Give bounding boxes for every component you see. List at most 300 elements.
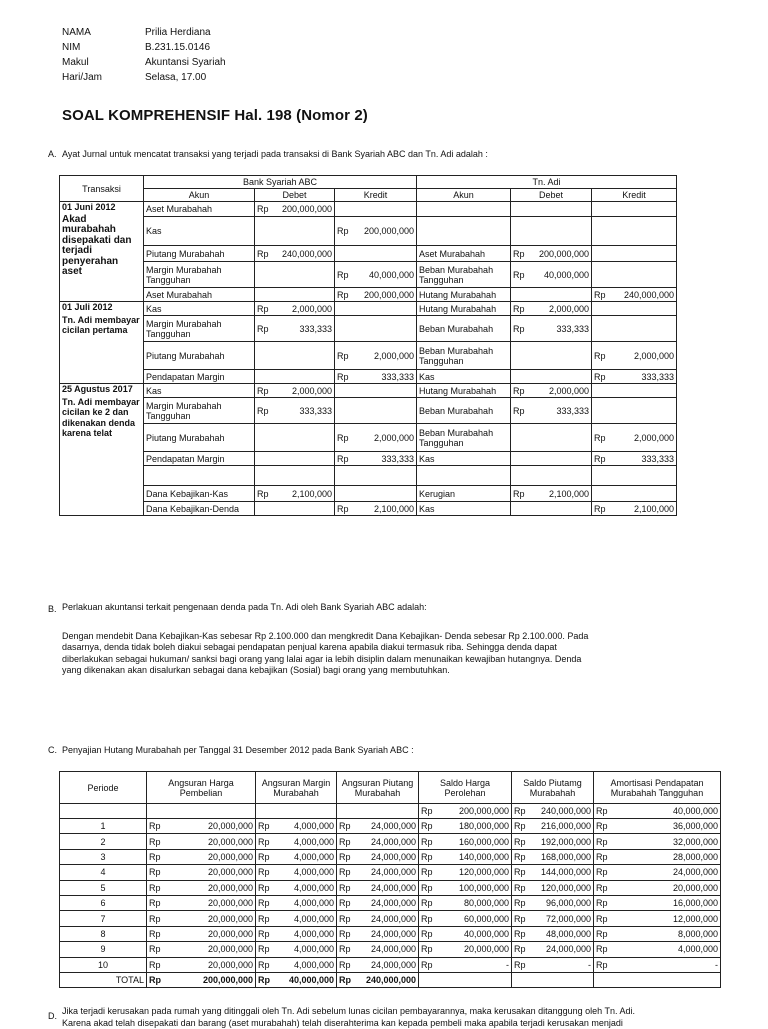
adi-kredit-value: 2,000,000: [633, 432, 675, 443]
periode: 7: [60, 911, 147, 926]
info-label: Hari/Jam: [62, 72, 103, 83]
angsuran-harga-value: 20,000,000: [207, 913, 253, 924]
amortisasi-currency: Rp: [596, 867, 608, 878]
saldo-piutang: [512, 911, 594, 926]
header-debet: Debet: [255, 189, 335, 202]
bank-akun: Dana Kebajikan-Denda: [144, 502, 255, 516]
total-harga: [147, 972, 256, 987]
angsuran-margin-value: 4,000,000: [293, 836, 334, 847]
bank-debet-value: 200,000,000: [281, 204, 332, 214]
empty-cell: [594, 972, 721, 987]
saldo-harga: [419, 880, 512, 895]
angsuran-margin-currency: Rp: [258, 836, 270, 847]
angsuran-margin-currency: Rp: [258, 959, 270, 970]
adi-debet: [511, 398, 592, 424]
bank-akun: Kas: [144, 384, 255, 398]
adi-debet: [511, 262, 592, 288]
saldo-harga: [419, 865, 512, 880]
adi-debet-currency: Rp: [513, 405, 525, 416]
bank-kredit: [335, 342, 417, 370]
adi-kredit-value: 333,333: [641, 453, 675, 464]
bank-debet-value: 2,100,000: [291, 488, 332, 499]
amortisasi-value: 12,000,000: [672, 913, 718, 924]
adi-debet-value: 2,000,000: [548, 385, 590, 396]
bank-debet-value: 333,333: [299, 323, 332, 334]
adi-debet-currency: Rp: [513, 248, 525, 259]
section-b-text: Perlakuan akuntansi terkait pengenaan denda pada Tn. Adi oleh Bank Syariah ABC adalah:: [62, 602, 427, 612]
amortisasi: [594, 957, 721, 972]
angsuran-harga: [147, 895, 256, 910]
angsuran-piutang-currency: Rp: [339, 882, 351, 893]
saldo-piutang-value: 120,000,000: [540, 882, 591, 893]
journal-row: [60, 316, 677, 342]
saldo-piutang-currency: Rp: [514, 944, 526, 955]
adi-debet-currency: Rp: [513, 385, 525, 396]
adi-debet: [511, 502, 592, 516]
saldo-harga-value: 180,000,000: [458, 821, 509, 832]
angsuran-harga-value: 20,000,000: [207, 959, 253, 970]
angsuran-harga-currency: Rp: [149, 867, 161, 878]
total-label: TOTAL: [60, 972, 147, 987]
saldo-piutang: [512, 926, 594, 941]
journal-row: [60, 217, 677, 246]
saldo-piutang: [512, 895, 594, 910]
bank-debet: [255, 370, 335, 384]
amortisasi: [594, 865, 721, 880]
adi-kredit-value: 240,000,000: [623, 289, 675, 300]
angsuran-harga-currency: Rp: [149, 851, 161, 862]
saldo-piutang-currency: Rp: [514, 851, 526, 862]
bank-akun: Aset Murabahah: [144, 202, 255, 217]
saldo-harga-value: 20,000,000: [463, 944, 509, 955]
adi-debet: [511, 217, 592, 246]
bank-kredit: [335, 398, 417, 424]
saldo-harga-currency: Rp: [421, 944, 433, 955]
bank-debet: [255, 466, 335, 486]
angsuran-harga: [147, 911, 256, 926]
amortisasi-value: 16,000,000: [672, 898, 718, 909]
info-row: [62, 70, 362, 85]
adi-debet-currency: Rp: [513, 303, 525, 314]
adi-debet-value: 2,100,000: [548, 488, 590, 499]
journal-row: [60, 288, 677, 302]
bank-kredit-value: 2,000,000: [373, 350, 415, 361]
adi-kredit: [592, 246, 677, 262]
amortisasi: [594, 834, 721, 849]
angsuran-margin-currency: Rp: [258, 913, 270, 924]
adi-akun: Beban Murabahah Tangguhan: [417, 262, 511, 288]
hutang-header: Amortisasi Pendapatan Murabahah Tangguhan: [594, 772, 721, 804]
total-margin: [256, 972, 337, 987]
saldo-harga-currency: Rp: [421, 867, 433, 878]
header-kredit: Kredit: [592, 189, 677, 202]
saldo-harga-value: 80,000,000: [463, 898, 509, 909]
saldo-harga-currency: Rp: [421, 898, 433, 909]
angsuran-piutang: [337, 880, 419, 895]
amortisasi-currency: Rp: [596, 913, 608, 924]
adi-debet: [511, 288, 592, 302]
adi-akun: Beban Murabahah Tangguhan: [417, 342, 511, 370]
bank-kredit: [335, 424, 417, 452]
bank-kredit-value: 333,333: [381, 371, 415, 382]
hutang-header: Angsuran Harga Pembelian: [147, 772, 256, 804]
angsuran-harga-currency: Rp: [149, 882, 161, 893]
amortisasi-value: 24,000,000: [672, 867, 718, 878]
adi-debet: [511, 246, 592, 262]
bank-kredit-value: 200,000,000: [363, 289, 415, 300]
angsuran-margin-value: 4,000,000: [293, 821, 334, 832]
hutang-table: [59, 771, 721, 988]
adi-debet-currency: Rp: [513, 269, 525, 280]
info-row: [62, 40, 362, 55]
bank-debet-currency: Rp: [257, 204, 269, 214]
angsuran-harga-value: 20,000,000: [207, 928, 253, 939]
angsuran-margin: [256, 819, 337, 834]
angsuran-margin-value: 4,000,000: [293, 959, 334, 970]
periode: 10: [60, 957, 147, 972]
hutang-header: Angsuran Margin Murabahah: [256, 772, 337, 804]
periode: 4: [60, 865, 147, 880]
info-label: NAMA: [62, 27, 91, 38]
adi-debet: [511, 370, 592, 384]
bank-kredit: [335, 246, 417, 262]
angsuran-harga-value: 20,000,000: [207, 867, 253, 878]
bank-debet: [255, 486, 335, 502]
empty-cell: [512, 972, 594, 987]
angsuran-margin: [256, 926, 337, 941]
saldo-piutang-value: 48,000,000: [545, 928, 591, 939]
bank-kredit-value: 40,000,000: [368, 269, 415, 280]
saldo-piutang-currency: Rp: [514, 959, 526, 970]
saldo-harga-value: 100,000,000: [458, 882, 509, 893]
amortisasi-value: 40,000,000: [672, 806, 718, 816]
saldo-piutang-currency: Rp: [514, 821, 526, 832]
adi-debet-currency: Rp: [513, 488, 525, 499]
amortisasi-value: 36,000,000: [672, 821, 718, 832]
bank-kredit: [335, 316, 417, 342]
section-c-letter: C.: [48, 745, 57, 755]
saldo-harga-value: 160,000,000: [458, 836, 509, 847]
bank-debet: [255, 452, 335, 466]
periode: 3: [60, 849, 147, 864]
adi-kredit: [592, 486, 677, 502]
adi-kredit-currency: Rp: [594, 432, 606, 443]
total-piutang-currency: Rp: [339, 974, 351, 985]
section-d-line1: Jika terjadi kerusakan pada rumah yang ditinggali oleh Tn. Adi sebelum lunas cicilan pembayarannya, maka kerusakan ditanggung oleh Tn. Adi.: [62, 1006, 636, 1016]
bank-kredit-value: 2,100,000: [373, 503, 415, 514]
saldo-piutang-value: 72,000,000: [545, 913, 591, 924]
adi-kredit: [592, 316, 677, 342]
adi-akun: Hutang Murabahah: [417, 288, 511, 302]
saldo-harga-currency: Rp: [421, 928, 433, 939]
header-debet: Debet: [511, 189, 592, 202]
empty-cell: [256, 804, 337, 819]
bank-debet: [255, 246, 335, 262]
bank-debet: [255, 398, 335, 424]
angsuran-margin-value: 4,000,000: [293, 944, 334, 955]
angsuran-harga: [147, 942, 256, 957]
saldo-piutang-currency: Rp: [514, 928, 526, 939]
angsuran-piutang-value: 24,000,000: [370, 928, 416, 939]
hutang-row: [60, 895, 721, 910]
adi-debet: [511, 316, 592, 342]
journal-row: [60, 466, 677, 486]
amortisasi-currency: Rp: [596, 806, 608, 816]
angsuran-piutang-value: 24,000,000: [370, 821, 416, 832]
saldo-harga: [419, 957, 512, 972]
amortisasi-currency: Rp: [596, 851, 608, 862]
saldo-piutang-currency: Rp: [514, 836, 526, 847]
saldo-harga-value: 40,000,000: [463, 928, 509, 939]
amortisasi-currency: Rp: [596, 944, 608, 955]
journal-row: [60, 452, 677, 466]
saldo-harga-value: 120,000,000: [458, 867, 509, 878]
adi-debet-value: 333,333: [556, 323, 590, 334]
empty-cell: [147, 804, 256, 819]
journal-row: [60, 502, 677, 516]
angsuran-margin-currency: Rp: [258, 882, 270, 893]
info-label: NIM: [62, 42, 81, 53]
angsuran-piutang: [337, 819, 419, 834]
angsuran-piutang-value: 24,000,000: [370, 959, 416, 970]
angsuran-harga-value: 20,000,000: [207, 821, 253, 832]
transaction-date: 01 Juli 2012: [62, 302, 113, 312]
adi-akun: Beban Murabahah: [417, 316, 511, 342]
angsuran-margin-value: 4,000,000: [293, 882, 334, 893]
angsuran-margin-value: 4,000,000: [293, 913, 334, 924]
angsuran-harga-currency: Rp: [149, 959, 161, 970]
journal-row: [60, 424, 677, 452]
angsuran-piutang: [337, 911, 419, 926]
empty-cell: [60, 804, 147, 819]
adi-akun: Beban Murabahah: [417, 398, 511, 424]
section-d-line2: Karena akad telah disepakati dan barang (aset murabahah) telah diserahterima kan kepada pembeli maka apabila terjadi kerusakan menjadi: [62, 1018, 623, 1028]
angsuran-piutang-currency: Rp: [339, 928, 351, 939]
saldo-piutang-value: 96,000,000: [545, 898, 591, 909]
angsuran-harga-currency: Rp: [149, 913, 161, 924]
adi-kredit-value: 333,333: [641, 371, 675, 382]
info-value: B.231.15.0146: [145, 42, 211, 53]
saldo-piutang-value: 240,000,000: [540, 806, 591, 816]
saldo-harga: [419, 911, 512, 926]
adi-akun: [417, 466, 511, 486]
angsuran-harga: [147, 957, 256, 972]
bank-kredit-currency: Rp: [337, 371, 349, 382]
angsuran-piutang-currency: Rp: [339, 867, 351, 878]
adi-debet: [511, 452, 592, 466]
amortisasi-currency: Rp: [596, 898, 608, 909]
total-harga-value: 200,000,000: [202, 974, 253, 985]
amortisasi-currency: Rp: [596, 821, 608, 832]
bank-kredit: [335, 466, 417, 486]
header-akun: Akun: [417, 189, 511, 202]
header-bank: Bank Syariah ABC: [144, 176, 417, 189]
info-label: Makul: [62, 57, 89, 68]
adi-kredit-currency: Rp: [594, 289, 606, 300]
transaction-desc: Akad murabahah disepakati dan terjadi penyerahan aset: [62, 213, 132, 277]
bank-akun: Kas: [144, 302, 255, 316]
saldo-piutang: [512, 880, 594, 895]
journal-row: [60, 342, 677, 370]
hutang-row: [60, 926, 721, 941]
bank-akun: Aset Murabahah: [144, 288, 255, 302]
bank-debet: [255, 384, 335, 398]
journal-row: [60, 202, 677, 217]
angsuran-piutang-currency: Rp: [339, 959, 351, 970]
bank-kredit-value: 2,000,000: [373, 432, 415, 443]
saldo-harga-currency: Rp: [421, 851, 433, 862]
journal-row: [60, 486, 677, 502]
journal-table: [59, 175, 677, 516]
saldo-piutang: [512, 834, 594, 849]
saldo-piutang-currency: Rp: [514, 882, 526, 893]
section-a-text: Ayat Jurnal untuk mencatat transaksi yang terjadi pada transaksi di Bank Syariah ABC dan Tn. Adi adalah :: [62, 149, 488, 159]
transaction-date: 01 Juni 2012: [62, 202, 116, 212]
amortisasi-value: 32,000,000: [672, 836, 718, 847]
adi-kredit: [592, 452, 677, 466]
adi-debet: [511, 202, 592, 217]
saldo-piutang: [512, 957, 594, 972]
adi-akun: [417, 217, 511, 246]
adi-akun: Aset Murabahah: [417, 246, 511, 262]
adi-akun: [417, 202, 511, 217]
adi-kredit: [592, 424, 677, 452]
adi-kredit: [592, 262, 677, 288]
angsuran-margin: [256, 849, 337, 864]
angsuran-piutang: [337, 926, 419, 941]
hutang-row: [60, 957, 721, 972]
bank-akun: Kas: [144, 217, 255, 246]
journal-row: [60, 384, 677, 398]
adi-akun: Kerugian: [417, 486, 511, 502]
hutang-row: [60, 880, 721, 895]
bank-akun: Pendapatan Margin: [144, 452, 255, 466]
adi-kredit-value: 2,000,000: [633, 350, 675, 361]
adi-debet-currency: Rp: [513, 323, 525, 334]
bank-kredit-value: 200,000,000: [363, 226, 415, 236]
bank-kredit-currency: Rp: [337, 350, 349, 361]
angsuran-piutang-value: 24,000,000: [370, 913, 416, 924]
saldo-harga: [419, 926, 512, 941]
amortisasi-value: 28,000,000: [672, 851, 718, 862]
angsuran-piutang-value: 24,000,000: [370, 898, 416, 909]
transaction-cell: [60, 384, 144, 516]
info-row: [62, 55, 362, 70]
angsuran-margin: [256, 895, 337, 910]
bank-debet-value: 2,000,000: [291, 303, 332, 314]
total-harga-currency: Rp: [149, 974, 161, 985]
amortisasi-value: -: [715, 959, 718, 970]
adi-kredit: [592, 202, 677, 217]
bank-akun: Piutang Murabahah: [144, 342, 255, 370]
hutang-header: Saldo Piutamg Murabahah: [512, 772, 594, 804]
angsuran-harga: [147, 880, 256, 895]
angsuran-harga-currency: Rp: [149, 928, 161, 939]
amortisasi: [594, 880, 721, 895]
amortisasi: [594, 942, 721, 957]
angsuran-harga-value: 20,000,000: [207, 882, 253, 893]
bank-debet: [255, 424, 335, 452]
angsuran-harga-value: 20,000,000: [207, 851, 253, 862]
bank-kredit: [335, 370, 417, 384]
bank-akun: Margin Murabahah Tangguhan: [144, 262, 255, 288]
adi-kredit: [592, 302, 677, 316]
adi-kredit: [592, 384, 677, 398]
bank-kredit: [335, 452, 417, 466]
periode: 2: [60, 834, 147, 849]
page-title: SOAL KOMPREHENSIF Hal. 198 (Nomor 2): [62, 107, 368, 124]
bank-kredit-currency: Rp: [337, 269, 349, 280]
angsuran-margin-value: 4,000,000: [293, 928, 334, 939]
bank-debet-value: 240,000,000: [281, 248, 332, 259]
bank-kredit-currency: Rp: [337, 503, 349, 514]
bank-debet-currency: Rp: [257, 323, 269, 334]
angsuran-harga-value: 20,000,000: [207, 898, 253, 909]
total-piutang-value: 240,000,000: [365, 974, 416, 985]
saldo-piutang-currency: Rp: [514, 867, 526, 878]
section-b-letter: B.: [48, 604, 57, 614]
angsuran-margin-value: 4,000,000: [293, 898, 334, 909]
amortisasi: [594, 895, 721, 910]
adi-akun: Kas: [417, 502, 511, 516]
amortisasi: [594, 926, 721, 941]
angsuran-harga-currency: Rp: [149, 944, 161, 955]
angsuran-harga-value: 20,000,000: [207, 836, 253, 847]
periode: 8: [60, 926, 147, 941]
saldo-piutang: [512, 942, 594, 957]
transaction-cell: [60, 202, 144, 302]
bank-kredit: [335, 384, 417, 398]
hutang-header: Periode: [60, 772, 147, 804]
transaction-date: 25 Agustus 2017: [62, 384, 133, 394]
amortisasi-currency: Rp: [596, 959, 608, 970]
bank-debet: [255, 302, 335, 316]
angsuran-piutang-value: 24,000,000: [370, 867, 416, 878]
header-kredit: Kredit: [335, 189, 417, 202]
journal-row: [60, 370, 677, 384]
saldo-piutang-value: 216,000,000: [540, 821, 591, 832]
hutang-row: [60, 834, 721, 849]
angsuran-margin-currency: Rp: [258, 821, 270, 832]
journal-row: [60, 398, 677, 424]
bank-debet: [255, 288, 335, 302]
bank-debet-value: 333,333: [299, 405, 332, 416]
adi-debet-value: 40,000,000: [543, 269, 590, 280]
saldo-piutang-value: 24,000,000: [545, 944, 591, 955]
bank-akun: Piutang Murabahah: [144, 246, 255, 262]
angsuran-margin-currency: Rp: [258, 928, 270, 939]
adi-debet-value: 2,000,000: [548, 303, 590, 314]
saldo-piutang: [512, 849, 594, 864]
amortisasi-value: 20,000,000: [672, 882, 718, 893]
adi-kredit-currency: Rp: [594, 453, 606, 464]
adi-kredit-currency: Rp: [594, 371, 606, 382]
adi-kredit: [592, 288, 677, 302]
empty-cell: [337, 804, 419, 819]
section-d-letter: D.: [48, 1011, 57, 1021]
bank-kredit-currency: Rp: [337, 453, 349, 464]
saldo-harga-currency: Rp: [421, 882, 433, 893]
angsuran-piutang-currency: Rp: [339, 836, 351, 847]
angsuran-margin-value: 4,000,000: [293, 851, 334, 862]
adi-akun: Beban Murabahah Tangguhan: [417, 424, 511, 452]
angsuran-piutang-currency: Rp: [339, 898, 351, 909]
angsuran-piutang-value: 24,000,000: [370, 944, 416, 955]
bank-debet-currency: Rp: [257, 248, 269, 259]
total-margin-currency: Rp: [258, 974, 270, 985]
saldo-piutang: [512, 865, 594, 880]
adi-debet: [511, 424, 592, 452]
